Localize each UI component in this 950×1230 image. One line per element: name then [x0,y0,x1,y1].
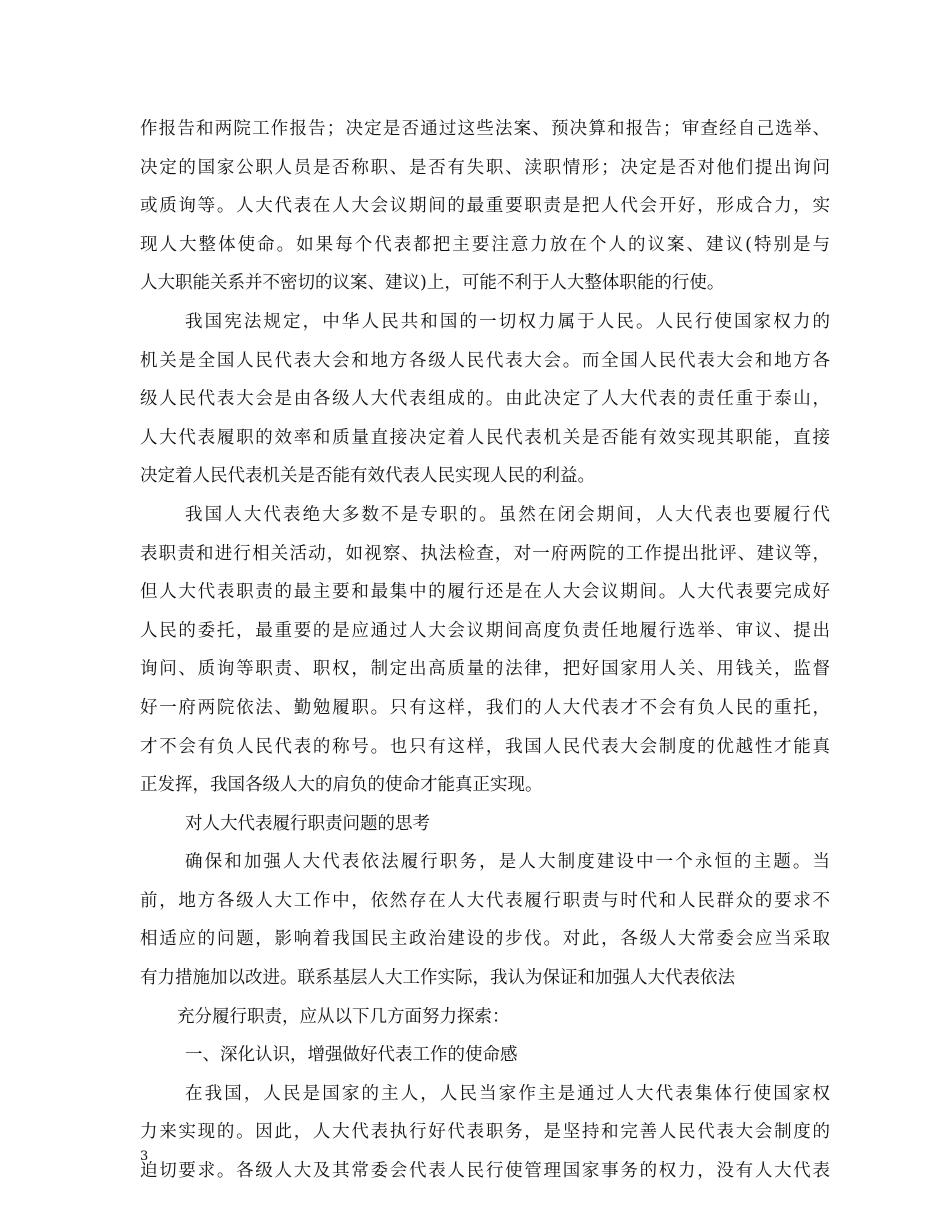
text-line: 或质询等。人大代表在人大会议期间的最重要职责是把人代会开好，形成合力，实 [140,196,830,217]
section-heading: 一、深化认识，增强做好代表工作的使命感 [185,1045,518,1066]
text-line: 决定着人民代表机关是否能有效代表人民实现人民的利益。 [140,466,595,487]
section-heading: 对人大代表履行职责问题的思考 [185,813,430,834]
text-line: 询问、质询等职责、职权，制定出高质量的法律，把好国家用人关、用钱关，监督 [140,659,830,680]
text-line: 好一府两院依法、勤勉履职。只有这样，我们的人大代表才不会有负人民的重托， [140,697,830,718]
document-body [140,110,830,1191]
text-line: 决定的国家公职人员是否称职、是否有失职、渎职情形；决定是否对他们提出询问 [140,157,830,178]
text-line: 现人大整体使命。如果每个代表都把主要注意力放在个人的议案、建议(特别是与 [140,234,830,255]
text-line: 但人大代表职责的最主要和最集中的履行还是在人大会议期间。人大代表要完成好 [140,582,830,603]
text-line: 迫切要求。各级人大及其常委会代表人民行使管理国家事务的权力，没有人大代表 [140,1161,830,1182]
text-line: 人大职能关系并不密切的议案、建议)上，可能不利于人大整体职能的行使。 [140,273,725,294]
page-number: 3 [140,1149,149,1164]
text-line: 充分履行职责，应从以下几方面努力探索： [177,1006,510,1027]
text-line: 作报告和两院工作报告；决定是否通过这些法案、预决算和报告；审查经自己选举、 [140,119,830,139]
paragraph-start-line: 确保和加强人大代表依法履行职务，是人大制度建设中一个永恒的主题。当 [185,852,830,873]
text-line: 机关是全国人民代表大会和地方各级人民代表大会。而全国人民代表大会和地方各 [140,350,830,371]
paragraph-start-line: 我国宪法规定，中华人民共和国的一切权力属于人民。人民行使国家权力的 [185,311,830,332]
text-line: 相适应的问题，影响着我国民主政治建设的步伐。对此，各级人大常委会应当采取 [140,929,830,950]
paragraph-start-line: 在我国，人民是国家的主人，人民当家作主是通过人大代表集体行使国家权 [185,1083,830,1104]
text-line: 表职责和进行相关活动，如视察、执法检查，对一府两院的工作提出批评、建议等， [140,543,830,564]
text-line: 级人民代表大会是由各级人大代表组成的。由此决定了人大代表的责任重于泰山， [140,389,830,410]
text-line: 前，地方各级人大工作中，依然存在人大代表履行职责与时代和人民群众的要求不 [140,890,830,911]
text-line: 人大代表履职的效率和质量直接决定着人民代表机关是否能有效实现其职能，直接 [140,427,830,448]
text-line: 有力措施加以改进。联系基层人大工作实际，我认为保证和加强人大代表依法 [140,968,735,989]
text-line: 才不会有负人民代表的称号。也只有这样，我国人民代表大会制度的优越性才能真 [140,736,830,757]
paragraph-start-line: 我国人大代表绝大多数不是专职的。虽然在闭会期间，人大代表也要履行代 [185,504,830,525]
text-line: 正发挥，我国各级人大的肩负的使命才能真正实现。 [140,775,543,796]
text-line: 人民的委托，最重要的是应通过人大会议期间高度负责任地履行选举、审议、提出 [140,620,830,641]
text-line: 力来实现的。因此，人大代表执行好代表职务，是坚持和完善人民代表大会制度的 [140,1122,830,1143]
